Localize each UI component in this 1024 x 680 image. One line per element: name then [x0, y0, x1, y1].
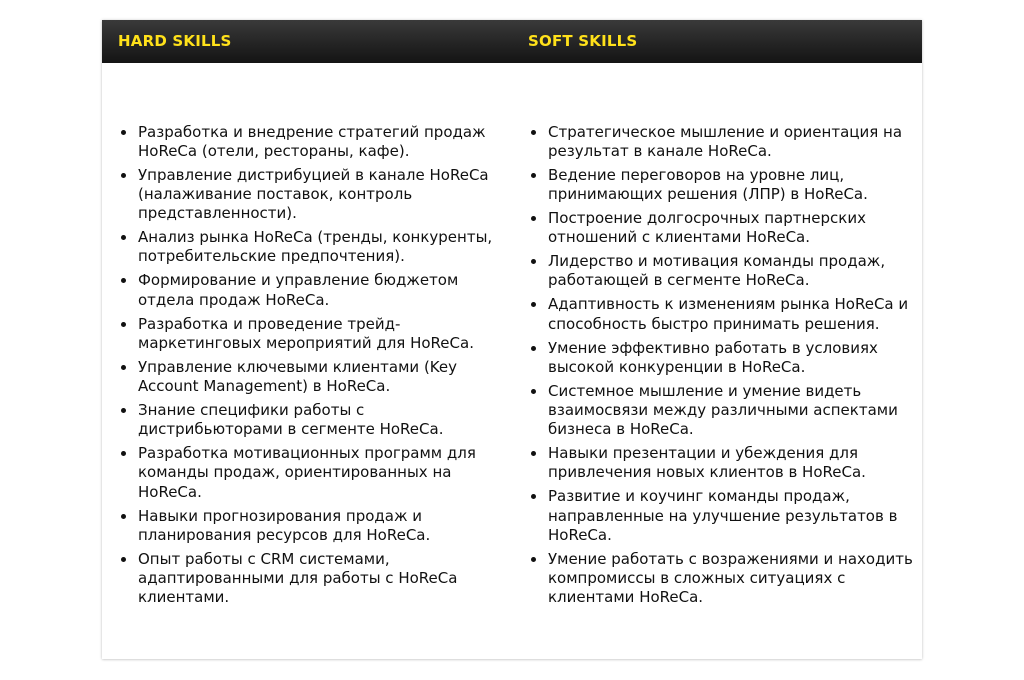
hard-skills-column [102, 63, 512, 659]
skills-table [102, 20, 922, 659]
hard-skill-item: Знание специфики работы с дистрибьюторами в сегменте HoReCa. [138, 401, 512, 439]
soft-skill-item: Адаптивность к изменениям рынка HoReCa и способность быстро принимать решения. [548, 295, 922, 333]
hard-skill-item: Управление ключевыми клиентами (Key Account Management) в HoReCa. [138, 358, 512, 396]
hard-skills-heading: HARD SKILLS [118, 32, 232, 50]
soft-skills-column [512, 63, 922, 659]
hard-skill-item: Формирование и управление бюджетом отдела продаж HoReCa. [138, 271, 512, 309]
hard-skill-item: Опыт работы с CRM системами, адаптированными для работы с HoReCa клиентами. [138, 550, 512, 608]
soft-skills-heading: SOFT SKILLS [528, 32, 638, 50]
hard-skill-item: Управление дистрибуцией в канале HoReCa (налаживание поставок, контроль представленности). [138, 166, 512, 224]
table-header [102, 20, 922, 63]
hard-skill-item: Навыки прогнозирования продаж и планирования ресурсов для HoReCa. [138, 507, 512, 545]
hard-skills-list [118, 123, 512, 608]
hard-skill-item: Разработка и проведение трейд-маркетинговых мероприятий для HoReCa. [138, 315, 512, 353]
soft-skill-item: Развитие и коучинг команды продаж, направленные на улучшение результатов в HoReCa. [548, 487, 922, 545]
soft-skill-item: Ведение переговоров на уровне лиц, принимающих решения (ЛПР) в HoReCa. [548, 166, 922, 204]
hard-skill-item: Разработка и внедрение стратегий продаж HoReCa (отели, рестораны, кафе). [138, 123, 512, 161]
hard-skill-item: Разработка мотивационных программ для команды продаж, ориентированных на HoReCa. [138, 444, 512, 502]
soft-skill-item: Стратегическое мышление и ориентация на результат в канале HoReCa. [548, 123, 922, 161]
soft-skill-item: Умение работать с возражениями и находить компромиссы в сложных ситуациях с клиентами HoReCa. [548, 550, 922, 608]
table-body [102, 63, 922, 659]
hard-skill-item: Анализ рынка HoReCa (тренды, конкуренты, потребительские предпочтения). [138, 228, 512, 266]
soft-skill-item: Умение эффективно работать в условиях высокой конкуренции в HoReCa. [548, 339, 922, 377]
soft-skills-list [528, 123, 922, 608]
soft-skill-item: Системное мышление и умение видеть взаимосвязи между различными аспектами бизнеса в HoReCa. [548, 382, 922, 440]
soft-skill-item: Построение долгосрочных партнерских отношений с клиентами HoReCa. [548, 209, 922, 247]
soft-skill-item: Лидерство и мотивация команды продаж, работающей в сегменте HoReCa. [548, 252, 922, 290]
soft-skill-item: Навыки презентации и убеждения для привлечения новых клиентов в HoReCa. [548, 444, 922, 482]
